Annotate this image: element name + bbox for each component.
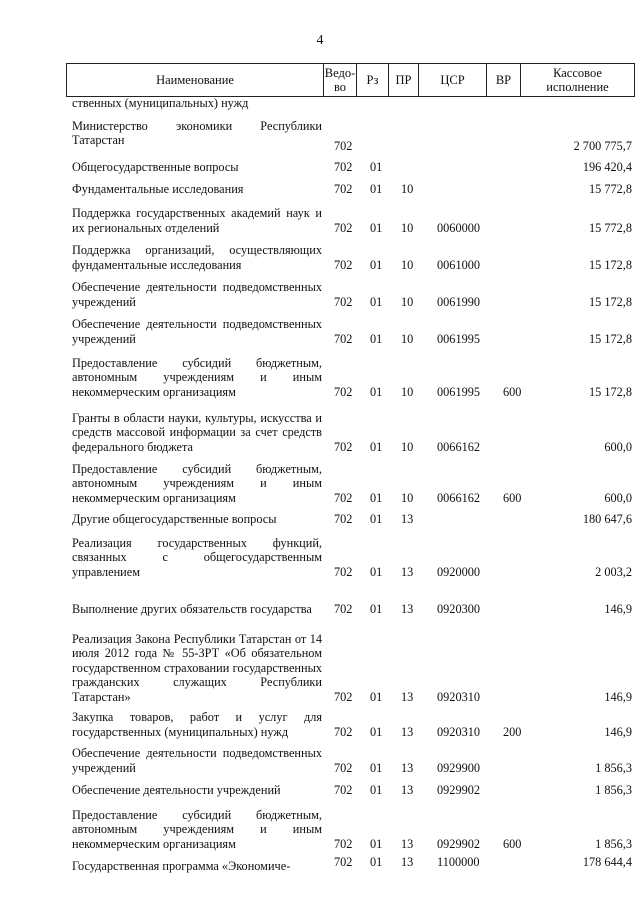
row-csr: 0066162 bbox=[437, 490, 481, 505]
row-sum: 600,0 bbox=[604, 439, 632, 454]
row-name: Реализация Закона Республики Татарстан от 14 июля 2012 года № 55-ЗРТ «Об обязательном государственном страховании государственных гражданских служащих Республики Татарстан» bbox=[72, 631, 322, 704]
table-row bbox=[0, 704, 640, 739]
row-name: Закупка товаров, работ и услуг для государственных (муниципальных) нужд bbox=[72, 710, 322, 739]
row-pr: 13 bbox=[401, 724, 414, 739]
row-rz: 01 bbox=[370, 257, 383, 272]
row-rz: 01 bbox=[370, 294, 383, 309]
row-rz: 01 bbox=[370, 159, 383, 174]
table-row bbox=[0, 346, 640, 399]
row-name: Поддержка государственных академий наук и их региональных отделений bbox=[72, 206, 322, 235]
table-row bbox=[0, 309, 640, 346]
row-sum: 15 172,8 bbox=[588, 257, 632, 272]
row-pr: 10 bbox=[401, 384, 414, 399]
row-name: Гранты в области науки, культуры, искусства и средств массовой информации за счет средств федерального бюджета bbox=[72, 410, 322, 454]
row-ved: 702 bbox=[334, 836, 353, 851]
row-ved: 702 bbox=[334, 384, 353, 399]
row-csr: 0920310 bbox=[437, 724, 481, 739]
row-csr: 0920000 bbox=[437, 564, 481, 579]
row-rz: 01 bbox=[370, 331, 383, 346]
row-ved: 702 bbox=[334, 181, 353, 196]
row-csr: 0061000 bbox=[437, 257, 481, 272]
row-ved: 702 bbox=[334, 331, 353, 346]
row-sum: 2 003,2 bbox=[595, 564, 632, 579]
row-ved: 702 bbox=[334, 439, 353, 454]
table-row bbox=[0, 96, 640, 114]
table-row bbox=[0, 454, 640, 505]
row-vr: 600 bbox=[503, 384, 522, 399]
table-row bbox=[0, 851, 640, 873]
row-name: Поддержка организаций, осуществляющих фундаментальные исследования bbox=[72, 243, 322, 272]
row-name: Обеспечение деятельности подведомственных учреждений bbox=[72, 746, 322, 775]
row-pr: 13 bbox=[401, 564, 414, 579]
row-vr: 600 bbox=[503, 490, 522, 505]
row-pr: 10 bbox=[401, 294, 414, 309]
row-ved: 702 bbox=[334, 564, 353, 579]
row-name: Фундаментальные исследования bbox=[72, 181, 244, 196]
row-sum: 1 856,3 bbox=[595, 836, 632, 851]
row-sum: 1 856,3 bbox=[595, 782, 632, 797]
row-pr: 13 bbox=[401, 511, 414, 526]
row-csr: 1100000 bbox=[437, 854, 480, 869]
row-rz: 01 bbox=[370, 601, 383, 616]
table-row bbox=[0, 526, 640, 579]
row-rz: 01 bbox=[370, 439, 383, 454]
row-ved: 702 bbox=[334, 601, 353, 616]
row-ved: 702 bbox=[334, 138, 353, 153]
row-vr: 600 bbox=[503, 836, 522, 851]
row-csr: 0920310 bbox=[437, 689, 481, 704]
table-row bbox=[0, 196, 640, 235]
header-pr: ПР bbox=[389, 64, 419, 97]
row-csr: 0060000 bbox=[437, 220, 481, 235]
row-csr: 0929902 bbox=[437, 836, 481, 851]
row-pr: 13 bbox=[401, 689, 414, 704]
row-sum: 600,0 bbox=[604, 490, 632, 505]
row-name: Реализация государственных функций, связанных с общегосударственным управлением bbox=[72, 535, 322, 579]
row-rz: 01 bbox=[370, 854, 383, 869]
row-rz: 01 bbox=[370, 836, 383, 851]
row-name: Обеспечение деятельности учреждений bbox=[72, 782, 281, 797]
row-rz: 01 bbox=[370, 511, 383, 526]
row-pr: 10 bbox=[401, 181, 414, 196]
row-rz: 01 bbox=[370, 564, 383, 579]
table-row bbox=[0, 235, 640, 272]
row-pr: 13 bbox=[401, 601, 414, 616]
row-sum: 146,9 bbox=[604, 724, 632, 739]
row-csr: 0061995 bbox=[437, 331, 481, 346]
row-pr: 13 bbox=[401, 836, 414, 851]
row-pr: 13 bbox=[401, 854, 414, 869]
row-ved: 702 bbox=[334, 220, 353, 235]
row-ved: 702 bbox=[334, 511, 353, 526]
header-ved: Ведо- во bbox=[324, 64, 357, 97]
row-pr: 13 bbox=[401, 782, 414, 797]
row-sum: 196 420,4 bbox=[582, 159, 632, 174]
row-name: Министерство экономики Республики Татарстан bbox=[72, 119, 322, 148]
row-csr: 0929902 bbox=[437, 782, 481, 797]
row-ved: 702 bbox=[334, 782, 353, 797]
table-row bbox=[0, 153, 640, 174]
row-rz: 01 bbox=[370, 490, 383, 505]
row-csr: 0061995 bbox=[437, 384, 481, 399]
row-pr: 10 bbox=[401, 331, 414, 346]
row-pr: 10 bbox=[401, 220, 414, 235]
row-name: Другие общегосударственные вопросы bbox=[72, 511, 277, 526]
row-ved: 702 bbox=[334, 689, 353, 704]
row-sum: 15 172,8 bbox=[588, 384, 632, 399]
row-ved: 702 bbox=[334, 760, 353, 775]
row-name: Предоставление субсидий бюджетным, автономным учреждениям и иным некоммерческим организациям bbox=[72, 807, 322, 851]
row-vr: 200 bbox=[503, 724, 522, 739]
row-pr: 10 bbox=[401, 439, 414, 454]
row-ved: 702 bbox=[334, 294, 353, 309]
row-ved: 702 bbox=[334, 724, 353, 739]
row-rz: 01 bbox=[370, 384, 383, 399]
row-sum: 2 700 775,7 bbox=[573, 138, 632, 153]
row-sum: 178 644,4 bbox=[582, 854, 632, 869]
page-number: 4 bbox=[316, 33, 324, 48]
row-sum: 1 856,3 bbox=[595, 760, 632, 775]
row-pr: 10 bbox=[401, 257, 414, 272]
row-csr: 0920300 bbox=[437, 601, 481, 616]
row-csr: 0929900 bbox=[437, 760, 481, 775]
row-name: Обеспечение деятельности подведомственных учреждений bbox=[72, 280, 322, 309]
row-rz: 01 bbox=[370, 782, 383, 797]
table-row bbox=[0, 174, 640, 196]
table-row bbox=[0, 272, 640, 309]
row-name: Предоставление субсидий бюджетным, автономным учреждениям и иным некоммерческим организациям bbox=[72, 355, 322, 399]
table-body bbox=[0, 96, 640, 873]
row-sum: 15 172,8 bbox=[588, 294, 632, 309]
row-name: Выполнение других обязательств государства bbox=[72, 601, 312, 616]
row-ved: 702 bbox=[334, 257, 353, 272]
header-rz: Рз bbox=[357, 64, 389, 97]
row-name: Обеспечение деятельности подведомственных учреждений bbox=[72, 317, 322, 346]
table-row bbox=[0, 739, 640, 775]
row-ved: 702 bbox=[334, 854, 353, 869]
row-sum: 146,9 bbox=[604, 601, 632, 616]
row-rz: 01 bbox=[370, 760, 383, 775]
row-sum: 15 172,8 bbox=[588, 331, 632, 346]
row-sum: 146,9 bbox=[604, 689, 632, 704]
table-row bbox=[0, 775, 640, 797]
row-rz: 01 bbox=[370, 689, 383, 704]
row-name: Предоставление субсидий бюджетным, автономным учреждениям и иным некоммерческим организациям bbox=[72, 461, 322, 505]
header-vr: ВР bbox=[487, 64, 521, 97]
row-rz: 01 bbox=[370, 724, 383, 739]
table-row bbox=[0, 505, 640, 526]
row-ved: 702 bbox=[334, 159, 353, 174]
table-row bbox=[0, 116, 640, 153]
row-csr: 0061990 bbox=[437, 294, 481, 309]
row-name: ственных (муниципальных) нужд bbox=[72, 96, 249, 110]
header-sum: Кассовое исполнение bbox=[521, 64, 635, 97]
table-row bbox=[0, 399, 640, 454]
row-sum: 180 647,6 bbox=[582, 511, 632, 526]
row-name: Общегосударственные вопросы bbox=[72, 159, 239, 174]
row-rz: 01 bbox=[370, 181, 383, 196]
row-sum: 15 772,8 bbox=[588, 220, 632, 235]
row-ved: 702 bbox=[334, 490, 353, 505]
header-csr: ЦСР bbox=[419, 64, 487, 97]
table-row bbox=[0, 616, 640, 704]
row-pr: 13 bbox=[401, 760, 414, 775]
row-rz: 01 bbox=[370, 220, 383, 235]
header-name: Наименование bbox=[67, 64, 324, 97]
table-row bbox=[0, 579, 640, 616]
row-name: Государственная программа «Экономиче- bbox=[72, 858, 291, 873]
row-sum: 15 772,8 bbox=[588, 181, 632, 196]
table-row bbox=[0, 797, 640, 851]
table-header bbox=[66, 63, 635, 97]
row-csr: 0066162 bbox=[437, 439, 481, 454]
row-pr: 10 bbox=[401, 490, 414, 505]
